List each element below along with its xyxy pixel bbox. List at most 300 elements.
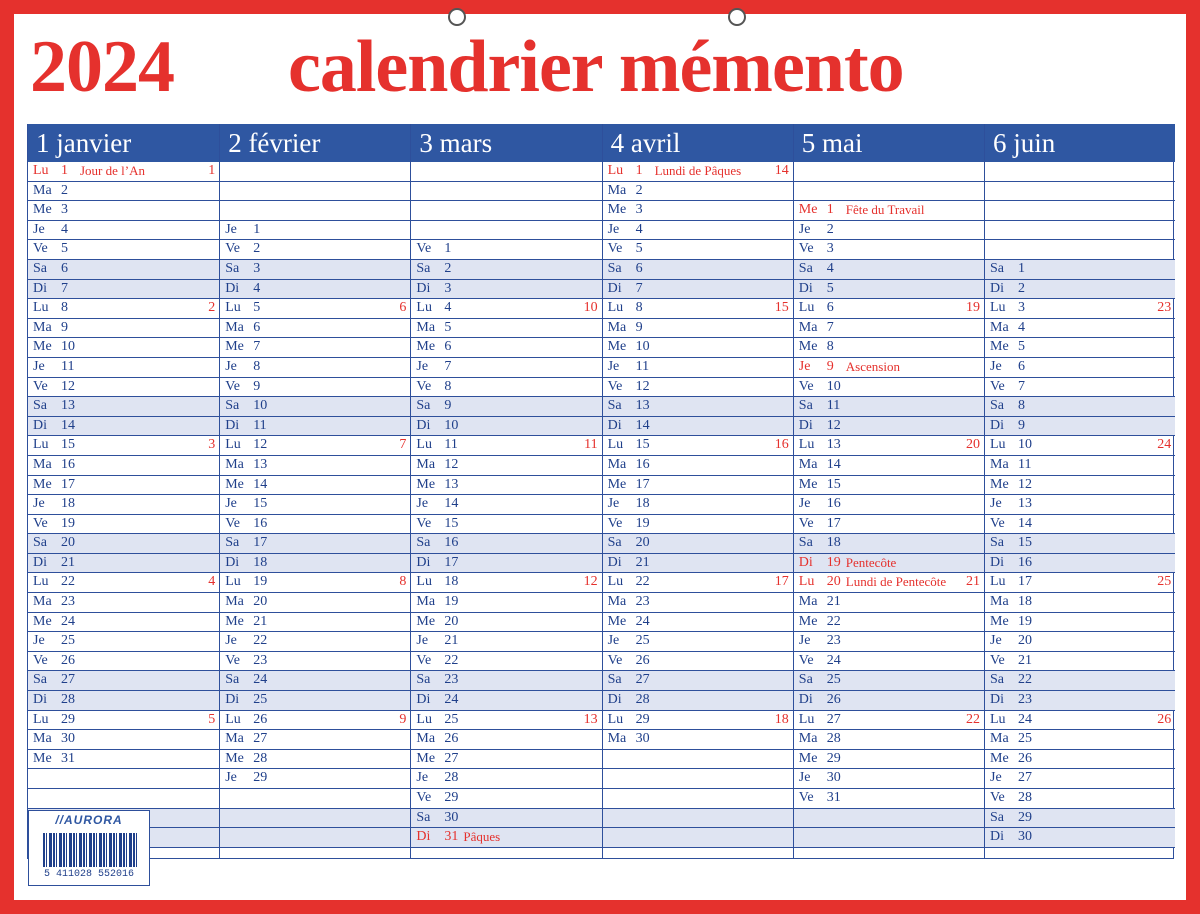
- week-number: 17: [774, 574, 789, 590]
- day-row: [220, 554, 410, 574]
- day-row: [794, 613, 984, 633]
- weekday-abbrev: Di: [990, 554, 1004, 570]
- day-number: 7: [253, 339, 261, 355]
- day-row: [28, 319, 219, 339]
- day-row: [220, 652, 410, 672]
- day-number: 19: [635, 515, 650, 531]
- weekday-abbrev: Lu: [607, 300, 624, 316]
- day-number: 19: [1018, 613, 1032, 629]
- day-number: 5: [635, 241, 643, 257]
- day-number: 30: [61, 731, 75, 747]
- weekday-abbrev: Ma: [416, 594, 436, 610]
- day-number: 25: [253, 692, 268, 708]
- day-row: [603, 554, 793, 574]
- month-column: [219, 124, 410, 858]
- day-number: 14: [253, 476, 268, 492]
- brand-logo: //AURORA: [55, 813, 123, 827]
- weekday-abbrev: Di: [416, 829, 431, 845]
- weekday-abbrev: Sa: [990, 809, 1004, 825]
- day-row: [28, 573, 219, 593]
- weekday-abbrev: Ve: [798, 515, 814, 531]
- day-number: 15: [444, 515, 459, 531]
- day-number: 25: [826, 672, 841, 688]
- day-number: 4: [1018, 319, 1025, 335]
- day-number: 7: [635, 280, 643, 296]
- day-number: 9: [253, 378, 261, 394]
- day-number: 10: [61, 339, 75, 355]
- weekday-abbrev: Di: [798, 692, 813, 708]
- weekday-abbrev: Me: [798, 613, 818, 629]
- weekday-abbrev: Sa: [416, 535, 431, 551]
- weekday-abbrev: Ve: [798, 241, 814, 257]
- day-row: [220, 671, 410, 691]
- day-number: 9: [61, 319, 68, 335]
- weekday-abbrev: Di: [990, 280, 1004, 296]
- day-number: 29: [635, 711, 650, 727]
- day-number: 29: [826, 750, 841, 766]
- weekday-abbrev: Me: [416, 750, 436, 766]
- day-row: [603, 593, 793, 613]
- day-row: [220, 397, 410, 417]
- day-number: 1: [1018, 260, 1025, 276]
- empty-row: [794, 809, 984, 829]
- weekday-abbrev: Ma: [416, 456, 436, 472]
- empty-row: [985, 182, 1175, 202]
- weekday-abbrev: Me: [225, 750, 244, 766]
- weekday-abbrev: Ma: [990, 731, 1009, 747]
- day-number: 15: [61, 437, 75, 453]
- day-number: 23: [61, 594, 75, 610]
- weekday-abbrev: Me: [607, 613, 627, 629]
- weekday-abbrev: Di: [607, 417, 622, 433]
- weekday-abbrev: Sa: [798, 398, 813, 414]
- day-number: 10: [253, 398, 268, 414]
- week-number: 21: [965, 574, 980, 590]
- weekday-abbrev: Lu: [990, 711, 1006, 727]
- day-number: 19: [61, 515, 75, 531]
- weekday-abbrev: Ve: [607, 652, 623, 668]
- day-row: [220, 319, 410, 339]
- weekday-abbrev: Me: [607, 202, 627, 218]
- month-column: [602, 124, 793, 858]
- weekday-abbrev: Je: [416, 358, 429, 374]
- day-number: 8: [61, 300, 68, 316]
- day-row: [28, 162, 219, 182]
- day-row: [603, 358, 793, 378]
- weekday-abbrev: Je: [798, 221, 811, 237]
- weekday-abbrev: Me: [990, 613, 1009, 629]
- day-row: [985, 534, 1175, 554]
- day-row: [985, 671, 1175, 691]
- day-row: [603, 573, 793, 593]
- holiday-name: Pentecôte: [845, 554, 897, 570]
- empty-row: [603, 789, 793, 809]
- day-number: 6: [253, 319, 261, 335]
- day-number: 11: [444, 437, 458, 453]
- weekday-abbrev: Di: [607, 554, 622, 570]
- barcode: [43, 833, 139, 867]
- day-number: 12: [253, 437, 268, 453]
- year-title: 2024: [30, 26, 174, 108]
- weekday-abbrev: Je: [225, 633, 237, 649]
- weekday-abbrev: Di: [607, 692, 622, 708]
- week-number: 20: [965, 437, 980, 453]
- day-row: [28, 397, 219, 417]
- day-row: [794, 221, 984, 241]
- day-number: 27: [61, 672, 75, 688]
- day-number: 1: [61, 163, 68, 178]
- day-number: 24: [826, 652, 841, 668]
- day-number: 16: [826, 496, 841, 512]
- day-row: [794, 358, 984, 378]
- weekday-abbrev: Di: [33, 554, 47, 570]
- day-row: [220, 750, 410, 770]
- empty-row: [603, 769, 793, 789]
- weekday-abbrev: Ma: [33, 456, 52, 472]
- day-row: [28, 221, 219, 241]
- weekday-abbrev: Ve: [798, 652, 814, 668]
- week-number: 15: [774, 300, 789, 316]
- day-number: 7: [61, 280, 68, 296]
- day-number: 22: [444, 652, 459, 668]
- weekday-abbrev: Di: [798, 417, 813, 433]
- weekday-abbrev: Ma: [990, 456, 1009, 472]
- day-number: 27: [1018, 770, 1032, 786]
- day-row: [28, 632, 219, 652]
- weekday-abbrev: Lu: [225, 300, 241, 316]
- weekday-abbrev: Ve: [225, 652, 240, 668]
- weekday-abbrev: Ma: [225, 319, 244, 335]
- day-row: [985, 613, 1175, 633]
- day-number: 6: [826, 300, 834, 316]
- day-number: 14: [61, 417, 75, 433]
- weekday-abbrev: Sa: [416, 260, 431, 276]
- empty-row: [220, 789, 410, 809]
- weekday-abbrev: Ve: [33, 652, 48, 668]
- empty-row: [28, 789, 219, 809]
- day-number: 9: [635, 319, 643, 335]
- weekday-abbrev: Ve: [798, 378, 814, 394]
- weekday-abbrev: Ma: [225, 456, 244, 472]
- week-number: 10: [583, 300, 598, 316]
- weekday-abbrev: Lu: [798, 574, 815, 590]
- day-number: 18: [826, 535, 841, 551]
- day-row: [603, 652, 793, 672]
- weekday-abbrev: Je: [416, 633, 429, 649]
- weekday-abbrev: Je: [33, 633, 45, 649]
- day-number: 30: [826, 770, 841, 786]
- day-number: 24: [1018, 711, 1032, 727]
- day-row: [411, 319, 601, 339]
- day-number: 22: [253, 633, 268, 649]
- day-row: [794, 573, 984, 593]
- day-number: 18: [253, 554, 268, 570]
- day-row: [411, 691, 601, 711]
- day-row: [28, 652, 219, 672]
- holiday-name: Fête du Travail: [845, 202, 925, 218]
- weekday-abbrev: Je: [33, 358, 45, 374]
- day-number: 2: [1018, 280, 1025, 296]
- day-row: [603, 495, 793, 515]
- month-header: 5 mai: [794, 124, 984, 162]
- weekday-abbrev: Sa: [33, 535, 47, 551]
- day-row: [28, 691, 219, 711]
- day-number: 9: [1018, 417, 1025, 433]
- weekday-abbrev: Sa: [607, 672, 622, 688]
- weekday-abbrev: Me: [798, 476, 818, 492]
- weekday-abbrev: Je: [225, 358, 237, 374]
- day-row: [411, 417, 601, 437]
- day-row: [603, 378, 793, 398]
- day-row: [985, 809, 1175, 829]
- week-number: 22: [965, 711, 980, 727]
- weekday-abbrev: Di: [990, 417, 1004, 433]
- empty-row: [220, 182, 410, 202]
- week-number: 24: [1157, 437, 1172, 453]
- day-row: [985, 495, 1175, 515]
- day-row: [603, 397, 793, 417]
- weekday-abbrev: Me: [33, 613, 52, 629]
- day-number: 5: [253, 300, 261, 316]
- calendar-title: calendrier mémento: [288, 26, 904, 108]
- day-row: [28, 534, 219, 554]
- day-row: [411, 456, 601, 476]
- weekday-abbrev: Lu: [416, 300, 432, 316]
- weekday-abbrev: Sa: [225, 260, 240, 276]
- day-number: 21: [635, 554, 650, 570]
- day-row: [28, 476, 219, 496]
- day-row: [794, 280, 984, 300]
- day-row: [220, 240, 410, 260]
- day-row: [28, 299, 219, 319]
- day-row: [28, 280, 219, 300]
- weekday-abbrev: Di: [798, 280, 813, 296]
- day-number: 20: [826, 574, 841, 590]
- day-number: 17: [1018, 574, 1032, 590]
- day-number: 19: [444, 594, 459, 610]
- day-row: [985, 280, 1175, 300]
- day-row: [985, 711, 1175, 731]
- day-row: [985, 652, 1175, 672]
- weekday-abbrev: Di: [416, 280, 431, 296]
- day-number: 10: [826, 378, 841, 394]
- day-number: 15: [1018, 535, 1032, 551]
- weekday-abbrev: Lu: [416, 711, 432, 727]
- day-number: 28: [635, 692, 650, 708]
- week-number: 11: [584, 437, 598, 453]
- day-number: 5: [61, 241, 68, 257]
- weekday-abbrev: Ve: [33, 378, 48, 394]
- day-row: [28, 495, 219, 515]
- day-row: [794, 671, 984, 691]
- day-row: [794, 495, 984, 515]
- weekday-abbrev: Je: [607, 221, 620, 237]
- weekday-abbrev: Ma: [225, 731, 244, 747]
- day-number: 16: [61, 456, 75, 472]
- empty-row: [220, 162, 410, 182]
- day-number: 3: [253, 260, 261, 276]
- day-row: [28, 378, 219, 398]
- day-number: 2: [61, 182, 68, 198]
- day-row: [985, 691, 1175, 711]
- weekday-abbrev: Je: [990, 358, 1002, 374]
- day-row: [220, 730, 410, 750]
- weekday-abbrev: Je: [225, 221, 237, 237]
- weekday-abbrev: Ma: [798, 731, 818, 747]
- day-row: [794, 476, 984, 496]
- weekday-abbrev: Sa: [33, 672, 47, 688]
- day-number: 29: [1018, 809, 1032, 825]
- day-number: 10: [635, 339, 650, 355]
- weekday-abbrev: Ma: [607, 731, 627, 747]
- day-number: 23: [444, 672, 459, 688]
- day-row: [985, 750, 1175, 770]
- weekday-abbrev: Lu: [607, 437, 624, 453]
- weekday-abbrev: Me: [416, 613, 436, 629]
- weekday-abbrev: Sa: [416, 398, 431, 414]
- weekday-abbrev: Ma: [798, 319, 818, 335]
- weekday-abbrev: Ma: [990, 594, 1009, 610]
- weekday-abbrev: Sa: [33, 260, 47, 276]
- day-row: [794, 730, 984, 750]
- day-number: 24: [61, 613, 75, 629]
- day-row: [794, 378, 984, 398]
- day-row: [411, 534, 601, 554]
- empty-row: [220, 828, 410, 848]
- day-number: 24: [253, 672, 268, 688]
- day-number: 17: [635, 476, 650, 492]
- day-row: [411, 378, 601, 398]
- day-number: 6: [444, 339, 452, 355]
- day-row: [985, 436, 1175, 456]
- day-row: [794, 436, 984, 456]
- day-number: 3: [61, 202, 68, 218]
- day-number: 29: [444, 790, 459, 805]
- month-header: 4 avril: [603, 124, 793, 162]
- day-row: [794, 632, 984, 652]
- day-row: [603, 319, 793, 339]
- weekday-abbrev: Di: [416, 417, 431, 433]
- weekday-abbrev: Me: [33, 750, 52, 766]
- day-row: [603, 436, 793, 456]
- day-number: 24: [635, 613, 650, 629]
- day-row: [411, 750, 601, 770]
- day-number: 22: [826, 613, 841, 629]
- empty-row: [603, 828, 793, 848]
- holiday-name: Lundi de Pentecôte: [845, 574, 947, 590]
- day-number: 30: [1018, 829, 1032, 845]
- day-number: 13: [61, 398, 75, 414]
- weekday-abbrev: Je: [798, 496, 811, 512]
- day-number: 27: [635, 672, 650, 688]
- day-number: 16: [253, 515, 268, 531]
- day-row: [28, 711, 219, 731]
- day-row: [220, 299, 410, 319]
- week-number: 16: [774, 437, 789, 453]
- empty-row: [794, 828, 984, 848]
- day-row: [603, 201, 793, 221]
- day-number: 25: [444, 711, 459, 727]
- day-row: [28, 515, 219, 535]
- day-row: [603, 671, 793, 691]
- empty-row: [28, 769, 219, 789]
- day-number: 26: [826, 692, 841, 708]
- weekday-abbrev: Lu: [607, 711, 624, 727]
- month-column: [28, 124, 219, 858]
- weekday-abbrev: Lu: [33, 574, 49, 590]
- day-row: [603, 280, 793, 300]
- day-number: 12: [826, 417, 841, 433]
- day-row: [794, 691, 984, 711]
- day-row: [220, 260, 410, 280]
- day-row: [603, 338, 793, 358]
- day-number: 21: [253, 613, 268, 629]
- weekday-abbrev: Me: [416, 476, 436, 492]
- day-number: 14: [1018, 515, 1032, 531]
- day-row: [603, 240, 793, 260]
- day-number: 29: [253, 770, 268, 786]
- day-row: [603, 534, 793, 554]
- day-row: [411, 809, 601, 829]
- day-row: [411, 593, 601, 613]
- weekday-abbrev: Lu: [990, 300, 1006, 316]
- weekday-abbrev: Lu: [33, 300, 49, 316]
- weekday-abbrev: Je: [990, 496, 1002, 512]
- weekday-abbrev: Di: [33, 417, 47, 433]
- day-number: 13: [635, 398, 650, 414]
- day-row: [411, 652, 601, 672]
- weekday-abbrev: Sa: [798, 672, 813, 688]
- day-number: 17: [444, 554, 459, 570]
- day-row: [220, 632, 410, 652]
- weekday-abbrev: Je: [225, 770, 237, 786]
- weekday-abbrev: Lu: [225, 574, 241, 590]
- weekday-abbrev: Sa: [416, 672, 431, 688]
- weekday-abbrev: Lu: [607, 163, 624, 178]
- month-header: 2 février: [220, 124, 410, 162]
- weekday-abbrev: Sa: [225, 398, 240, 414]
- day-number: 27: [253, 731, 268, 747]
- day-row: [985, 515, 1175, 535]
- day-number: 1: [253, 221, 261, 237]
- day-number: 1: [826, 202, 834, 218]
- day-row: [603, 456, 793, 476]
- day-number: 2: [826, 221, 834, 237]
- day-row: [603, 299, 793, 319]
- day-number: 12: [1018, 476, 1032, 492]
- weekday-abbrev: Me: [607, 476, 627, 492]
- weekday-abbrev: Ve: [798, 790, 814, 805]
- day-row: [985, 260, 1175, 280]
- day-number: 5: [1018, 339, 1025, 355]
- day-row: [28, 750, 219, 770]
- day-number: 28: [826, 731, 841, 747]
- weekday-abbrev: Lu: [416, 437, 432, 453]
- weekday-abbrev: Me: [798, 202, 818, 218]
- day-number: 6: [61, 260, 68, 276]
- day-number: 17: [61, 476, 75, 492]
- barcode-number: 5 411028 552016: [43, 869, 134, 880]
- day-number: 2: [635, 182, 643, 198]
- weekday-abbrev: Lu: [33, 163, 49, 178]
- day-row: [603, 162, 793, 182]
- day-row: [220, 515, 410, 535]
- week-number: 14: [774, 163, 789, 178]
- day-row: [985, 476, 1175, 496]
- weekday-abbrev: Lu: [798, 437, 815, 453]
- day-number: 14: [635, 417, 650, 433]
- empty-row: [220, 809, 410, 829]
